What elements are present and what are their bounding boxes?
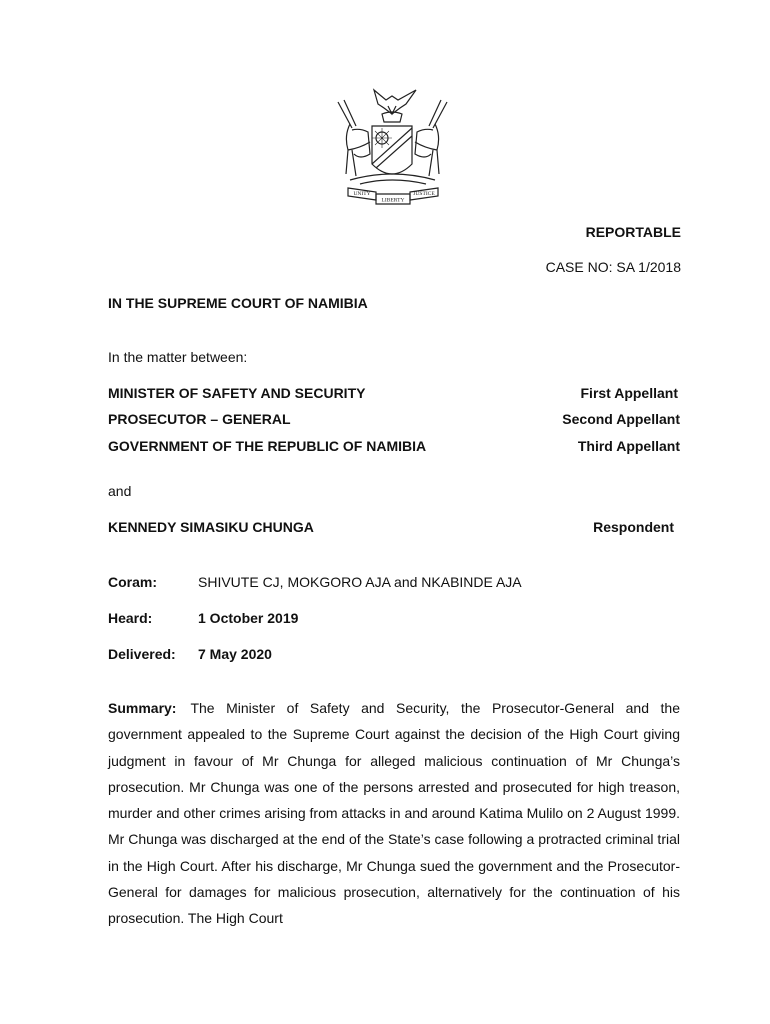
court-title: IN THE SUPREME COURT OF NAMIBIA — [108, 295, 368, 311]
summary-label: Summary: — [108, 700, 177, 716]
party-role: First Appellant — [580, 385, 678, 401]
reportable-label: REPORTABLE — [585, 224, 681, 240]
party-role: Second Appellant — [562, 411, 680, 427]
summary-text: The Minister of Safety and Security, the Prosecutor-General and the government appealed to the Supreme Court against the decision of the High Court giving judgment in favour of Mr Chunga for alleged malicious continuation of Mr Chunga’s prosecution. Mr Chunga was one of the persons arrested and prosecuted for high treason, murder and other crimes arising from attacks in and around Katima Mulilo on 2 August 1999. Mr Chunga was discharged at the end of the State’s case following a protracted criminal trial in the High Court. After his discharge, Mr Chunga sued the government and the Prosecutor-General for damages for malicious prosecution, alternatively for the continuation of his prosecution. The High Court — [108, 700, 680, 927]
party-name: GOVERNMENT OF THE REPUBLIC OF NAMIBIA — [108, 438, 427, 454]
party-role: Third Appellant — [577, 438, 680, 454]
and-separator: and — [108, 483, 132, 499]
respondent-role: Respondent — [593, 519, 674, 535]
motto-unity: UNITY — [353, 191, 371, 197]
delivered-value: 7 May 2020 — [198, 646, 272, 662]
party-name: PROSECUTOR – GENERAL — [108, 411, 291, 427]
summary-paragraph — [108, 695, 680, 932]
heard-label: Heard: — [108, 610, 153, 626]
motto-justice: JUSTICE — [413, 191, 435, 197]
coram-value: SHIVUTE CJ, MOKGORO AJA and NKABINDE AJA — [198, 574, 522, 590]
case-number: CASE NO: SA 1/2018 — [545, 259, 681, 275]
matter-intro: In the matter between: — [108, 349, 248, 365]
motto-liberty: LIBERTY — [381, 197, 405, 204]
delivered-label: Delivered: — [108, 646, 176, 662]
party-name: MINISTER OF SAFETY AND SECURITY — [108, 385, 366, 401]
coram-label: Coram: — [108, 574, 158, 590]
respondent-name: KENNEDY SIMASIKU CHUNGA — [108, 519, 314, 535]
heard-value: 1 October 2019 — [198, 610, 299, 626]
coat-of-arms-icon — [330, 84, 455, 214]
